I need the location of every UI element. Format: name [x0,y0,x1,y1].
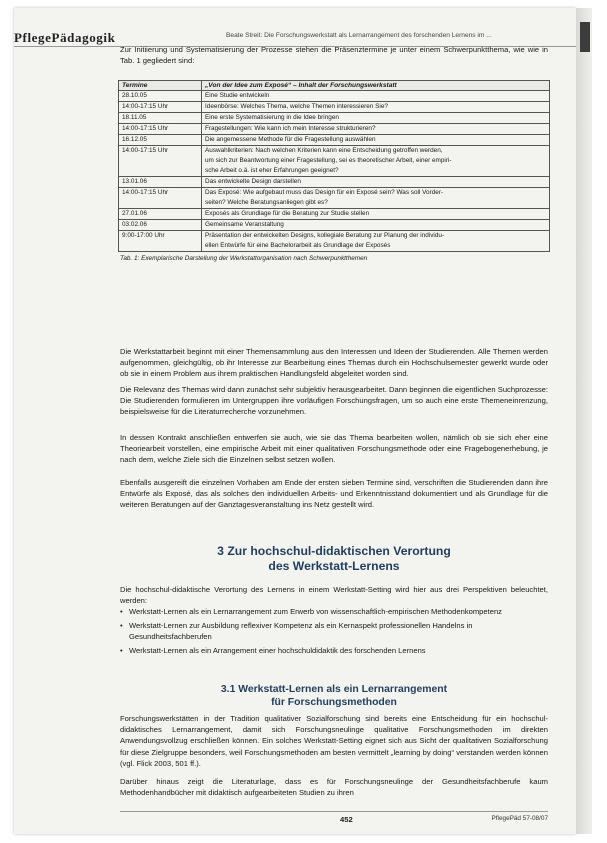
table-cell-content [202,177,550,188]
bullet-list [120,606,548,659]
table-cell-line: Auswahlkriterien: Nach welchen Kriterien kann eine Entscheidung getroffen werden, [205,147,443,154]
table-cell-content [202,113,550,124]
list-item-text: Werkstatt-Lernen als ein Lernarrangement zum Erwerb von wissenschaftlich-empirischen Methodenkompetenz [129,607,502,616]
journal-logo: PflegePädagogik [14,30,116,45]
table-cell-line: um sich zur Beantwortung einer Fragestellung, sei es theoretischer Arbeit, einer empiri- [205,157,452,164]
table-caption: Tab. 1: Exemplarische Darstellung der Werkstattorganisation nach Schwerpunktthemen [120,255,368,262]
table-cell-line: ellen Entwürfe für eine Bachelorarbeit als Grundlage der Exposés [205,242,391,249]
table-cell-date: 16.12.05 [119,135,202,146]
table-cell-date: 13.01.06 [119,177,202,188]
table-cell-line: sche Arbeit o.ä. ist eher Erfahrungen geeignet? [205,167,339,174]
table-row [119,220,550,231]
list-item-text: Werkstatt-Lernen als ein Arrangement einer hochschuldidaktik des forschenden Lernens [129,646,426,655]
table-cell-date: 14:00-17:15 Uhr [119,146,202,177]
table-cell-content [202,124,550,135]
table-cell-line: seiten? Welche Beratungsanliegen gibt es? [205,199,328,206]
page-number: 452 [340,815,353,824]
table-cell-date: 9:00-17:00 Uhr [119,231,202,252]
table-cell-line: Die angemessene Methode für die Fragestellung auswählen [205,136,376,143]
table-head-date: Termine [119,81,202,91]
table-row [119,188,550,209]
table-cell-line: Ideenbörse: Welches Thema, welche Themen interessieren Sie? [205,103,388,110]
table-cell-line: Das entwickelte Design darstellen [205,178,301,185]
table-cell-line: Gemeinsame Veranstaltung [205,221,284,228]
table-cell-content [202,146,550,177]
list-item-text: Werkstatt-Lernen zur Ausbildung reflexiver Kompetenz als ein Kernaspekt professionellen Handelns in Gesundheitsfachberufen [129,621,473,641]
subsection-heading [120,683,548,709]
table-cell-date: 14:00-17:15 Uhr [119,102,202,113]
table-head-content: „Von der Idee zum Exposé“ – Inhalt der Forschungswerkstatt [202,81,550,91]
table-cell-line: Das Exposé: Wie aufgebaut muss das Design für ein Exposé sein? Was soll Vorder- [205,189,444,196]
table-row [119,146,550,177]
body-paragraph: In dessen Kontrakt anschließen entwerfen sie auch, wie sie das Thema bearbeiten wollen, nämlich ob sie sich eher eine Theoriearbeit vorstellen, eine empirische Arbeit mit einer qualitativen Forschungsmethode oder eine Fragebogenerhebung, je nach dem, welche Ziele sich die Einzelnen selbst setzen wollen. [120,433,548,465]
table-cell-line: Exposés als Grundlage für die Beratung zur Studie stellen [205,210,370,217]
table-cell-date: 18.11.05 [119,113,202,124]
table-row [119,113,550,124]
table-row [119,91,550,102]
page-edge [576,8,592,834]
table-cell-content [202,135,550,146]
page-tab-marker [580,22,590,52]
section-heading-line: des Werkstatt-Lernens [268,559,400,573]
table-row [119,135,550,146]
section-heading [120,544,548,574]
table-cell-date: 27.01.06 [119,209,202,220]
table-cell-content [202,188,550,209]
bullet-icon: • [120,607,123,616]
table-row [119,231,550,252]
table-row [119,102,550,113]
bullet-icon: • [120,646,123,655]
section-heading-line: 3 Zur hochschul-didaktischen Verortung [217,544,451,558]
intro-paragraph: Zur Initiierung und Systematisierung der Prozesse stehen die Präsenztermine je unter einem Schwerpunktthema, wie wie in Tab. 1 gegliedert sind: [120,45,548,66]
table-row [119,124,550,135]
table-cell-line: Präsentation der entwickelten Designs, kollegiale Beratung zur Planung der individu- [205,232,445,239]
table-cell-content [202,209,550,220]
journal-issue: PflegePäd 57-08/07 [491,815,548,822]
list-item [120,606,548,617]
table-row [119,209,550,220]
subsection-heading-line: für Forschungsmethoden [271,697,397,708]
body-paragraph: Darüber hinaus zeigt die Literaturlage, dass es für Forschungsneulinge der Gesundheitsfachberufe kaum Methodenhandbücher mit didaktisch aufgearbeiteten Studien zu ihren [120,777,548,798]
table-cell-line: Eine erste Systematisierung in die Idee bringen [205,114,339,121]
table-cell-line: Fragestellungen: Wie kann ich mein Interesse strukturieren? [205,125,376,132]
table-cell-content [202,91,550,102]
table-cell-line: Eine Studie entwickeln [205,92,270,99]
body-paragraph: Die Relevanz des Themas wird dann zunächst sehr subjektiv herausgearbeitet. Dann beginnen die eigentlichen Suchprozesse: Die Studierenden formulieren im Untergruppen ihre vorläufigen Forschungsfragen, um so auch eine erste Themeneinrenzung, beispielsweise für die Literaturrecherche vorzunehmen. [120,385,548,417]
body-paragraph: Die hochschul-didaktische Verortung des Lernens in einem Werkstatt-Setting wird hier aus drei Perspektiven beleuchtet, werden: [120,585,548,606]
body-paragraph: Die Werkstattarbeit beginnt mit einer Themensammlung aus den Interessen und Ideen der Studierenden. Alle Themen werden aufgenommen, gleichgültig, ob ihr Interesse zur Bearbeitung eines Themas durch ein Hochschulsemester gewerkt wurde oder ob sie in einem Problem aus ihrem praktischen Handlungsfeld abgeleitet worden sind. [120,347,548,379]
running-header: Beate Streit: Die Forschungswerkstatt als Lernarrangement des forschenden Lernens im ... [226,32,492,39]
body-paragraph: Ebenfalls ausgereift die einzelnen Vorhaben am Ende der ersten sieben Termine sind, verschriften die Studierenden dann ihre Entwürfe als Exposé, das als solches den individuellen Arbeits- und Erkenntnisstand dokumentiert und als Grundlage für die weiteren Beratungen auf der Ganztagesveranstaltung ins Netz gestellt wird. [120,478,548,510]
table-cell-date: 14:00-17:15 Uhr [119,188,202,209]
subsection-heading-line: 3.1 Werkstatt-Lernen als ein Lernarrangement [220,684,448,695]
table-row [119,177,550,188]
schedule-table [118,80,550,252]
page-footer [120,811,548,826]
body-paragraph: Forschungswerkstätten in der Tradition qualitativer Sozialforschung sind bereits eine Entscheidung für ein hochschul-didaktisches Lernarrangement, damit sich Forschungsneulinge qualitative Forschungsmethoden im direkten Anwendungsvollzug erschließen können. Ein solches Werkstatt-Setting eignet sich aus Sicht der qualitativen Sozialforschung für diese Zielgruppe besonders, weil Forschungsmethoden am besten vermittelt „learning by doing“ verstanden werden können (vgl. Flick 2003, 501 ff.). [120,714,548,768]
list-item [120,620,548,642]
list-item [120,645,548,656]
table-cell-content [202,102,550,113]
table-cell-date: 14:00-17:15 Uhr [119,124,202,135]
table-cell-content [202,231,550,252]
table-cell-date: 28.10.05 [119,91,202,102]
schedule-table-block [118,80,550,262]
table-cell-date: 03.02.06 [119,220,202,231]
table-cell-content [202,220,550,231]
bullet-icon: • [120,621,123,630]
